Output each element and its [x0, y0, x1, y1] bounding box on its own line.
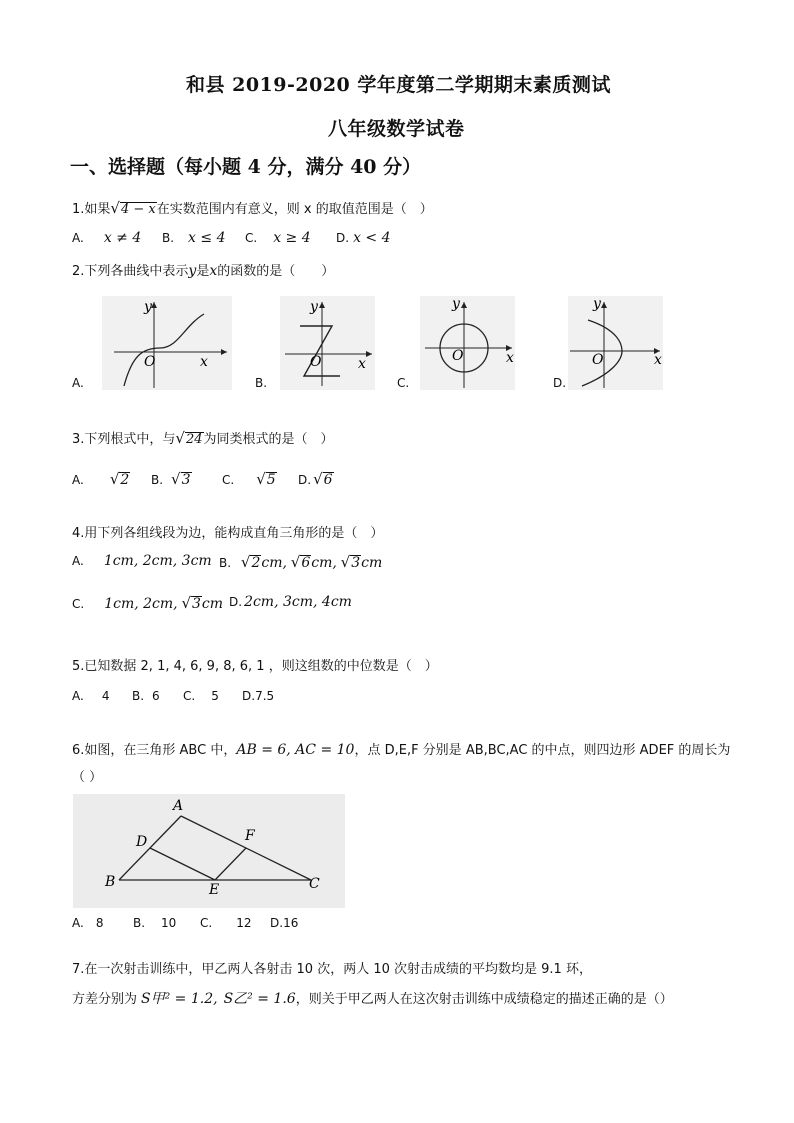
graph-a-svg — [102, 296, 232, 390]
option-radicand: 2 — [120, 472, 130, 488]
q5-option-d — [242, 689, 274, 703]
q1-option-c — [245, 230, 311, 246]
option-text: 10 — [161, 916, 177, 930]
q6-option-c — [200, 916, 251, 930]
option-text: 5 — [211, 689, 219, 703]
q2-var-x: x — [209, 263, 218, 279]
sqrt-icon: √ — [290, 553, 301, 571]
q2-option-a: A. — [72, 376, 84, 390]
q6-option-d — [270, 916, 298, 930]
option-letter: A. — [72, 554, 84, 568]
question-1-stem — [72, 198, 433, 217]
q5-option-a — [72, 689, 109, 703]
q4-option-b — [219, 553, 382, 571]
vertex-label-c: C — [309, 876, 320, 892]
q3-stem-pre: 3.下列根式中，与 — [72, 432, 176, 447]
option-text: 1cm, 2cm, 3cm — [103, 553, 212, 569]
q1-option-b — [162, 230, 225, 246]
axis-label-x: x — [506, 350, 514, 366]
graph-a — [102, 296, 232, 390]
q6-option-a — [72, 916, 103, 930]
q2-option-b: B. — [255, 376, 268, 390]
option-radicand: 3 — [181, 472, 191, 488]
option-letter: B. — [162, 231, 175, 245]
triangle-figure — [73, 794, 345, 908]
q6-stem-post: ，点 D,E,F 分别是 AB,BC,AC 的中点，则四边形 ADEF 的周长为 — [354, 743, 731, 758]
option-letter: B. — [219, 556, 232, 570]
sqrt-icon: √ — [110, 199, 120, 217]
q2-stem-post: 的函数的是（ ） — [217, 264, 335, 279]
segment-ef — [215, 848, 246, 880]
origin-label: O — [592, 352, 604, 368]
option-text: x ≥ 4 — [273, 230, 311, 246]
q7-line2-post: ，则关于甲乙两人在这次射击训练中成绩稳定的描述正确的是（） — [295, 992, 673, 1007]
option-unit: cm — [361, 555, 383, 571]
option-radicand: 3 — [351, 555, 361, 571]
q1-stem-post: 在实数范围内有意义，则 x 的取值范围是（ ） — [156, 202, 433, 217]
sqrt-icon: √ — [109, 470, 120, 488]
option-letter: A. — [72, 916, 84, 930]
origin-label: O — [310, 354, 322, 370]
q3-option-a — [72, 470, 130, 488]
point-label-e: E — [209, 882, 220, 898]
option-letter: A. — [72, 473, 84, 487]
q2-option-c: C. — [397, 376, 410, 390]
question-7-line-2 — [72, 988, 673, 1008]
option-letter: D. — [242, 689, 256, 703]
point-label-f: F — [245, 828, 255, 844]
exam-title: 和县 2019-2020 学年度第二学期期末素质测试 — [186, 74, 611, 96]
sqrt-icon: √ — [340, 553, 351, 571]
option-radicand: 6 — [301, 555, 311, 571]
option-letter: C. — [200, 916, 213, 930]
option-radicand: 5 — [266, 472, 276, 488]
option-letter: C. — [183, 689, 196, 703]
option-text: 1cm, 2cm, — [104, 596, 178, 612]
option-text: 8 — [95, 916, 104, 930]
graph-b — [280, 296, 375, 390]
x-axis-arrow-icon — [366, 351, 372, 357]
sqrt-icon: √ — [175, 429, 185, 447]
option-text: 6 — [152, 689, 160, 703]
question-3-stem — [72, 428, 334, 447]
sqrt-icon: √ — [256, 470, 266, 488]
q7-variance-jia: S甲² = 1.2, — [141, 991, 218, 1007]
vertex-label-a: A — [173, 798, 184, 814]
option-letter: A. — [72, 689, 84, 703]
option-letter: A. — [72, 231, 84, 245]
x-axis-arrow-icon — [221, 349, 227, 355]
q3-stem-post: 为同类根式的是（ ） — [203, 432, 334, 447]
option-text: 16 — [283, 916, 299, 930]
segment-de — [150, 848, 215, 880]
option-letter: B. — [151, 473, 164, 487]
axis-label-x: x — [654, 352, 662, 368]
q4-option-a — [72, 553, 212, 569]
q3-option-c — [222, 470, 277, 488]
y-axis-arrow-icon — [601, 302, 607, 308]
axis-label-y: y — [310, 299, 318, 315]
origin-label: O — [452, 348, 464, 364]
function-curve — [124, 314, 204, 386]
q6-answer-paren: （ ） — [72, 770, 103, 785]
q6-math: AB = 6, AC = 10 — [236, 742, 355, 758]
q1-option-a — [72, 230, 141, 246]
option-text: x ≠ 4 — [103, 230, 142, 246]
option-text: 2cm, 3cm, 4cm — [244, 594, 352, 610]
question-5-stem: 5.已知数据 2, 1, 4, 6, 9, 8, 6, 1 ，则这组数的中位数是（ ） — [72, 659, 438, 674]
triangle-figure-svg — [73, 794, 345, 908]
q5-option-b — [132, 689, 160, 703]
option-unit: cm — [201, 596, 224, 612]
graph-d-svg — [568, 296, 663, 390]
point-label-d: D — [136, 834, 148, 850]
option-radicand: 3 — [192, 596, 201, 612]
q2-stem-mid: 是 — [196, 264, 210, 279]
option-letter: C. — [245, 231, 258, 245]
q2-option-d: D. — [553, 376, 567, 390]
q4-option-d — [229, 594, 352, 610]
option-letter: D. — [270, 916, 284, 930]
q5-option-c — [183, 689, 219, 703]
option-radicand: 2 — [251, 555, 261, 571]
option-unit: cm, — [311, 555, 337, 571]
graph-c-svg — [420, 296, 515, 390]
q3-radicand: 24 — [185, 432, 203, 447]
exam-subtitle: 八年级数学试卷 — [328, 118, 465, 140]
option-text: 4 — [101, 689, 110, 703]
y-axis-arrow-icon — [319, 302, 325, 308]
graph-b-svg — [280, 296, 375, 390]
option-letter: D. — [298, 473, 312, 487]
q4-option-c — [72, 594, 223, 612]
option-text: 7.5 — [255, 689, 275, 703]
option-letter: D. — [229, 595, 243, 609]
option-text: 12 — [236, 916, 252, 930]
option-letter: C. — [72, 597, 85, 611]
q7-variance-yi: S乙² = 1.6 — [223, 991, 296, 1007]
axis-label-y: y — [144, 299, 152, 315]
section-heading: 一、选择题（每小题 4 分，满分 40 分） — [70, 156, 422, 178]
q7-line2-pre: 方差分别为 — [72, 992, 138, 1007]
axis-label-y: y — [593, 296, 601, 312]
y-axis-arrow-icon — [461, 302, 467, 308]
q2-var-y: y — [188, 263, 197, 279]
q3-option-d — [298, 470, 334, 488]
vertex-label-b: B — [105, 874, 116, 890]
q6-stem-pre: 6.如图，在三角形 ABC 中， — [72, 743, 237, 758]
option-text: x < 4 — [353, 230, 391, 246]
axis-label-x: x — [358, 356, 366, 372]
graph-d — [568, 296, 663, 390]
option-letter: C. — [222, 473, 235, 487]
q3-option-b — [151, 470, 192, 488]
option-letter: D. — [336, 231, 350, 245]
question-4-stem: 4.用下列各组线段为边，能构成直角三角形的是（ ） — [72, 526, 384, 541]
graph-c — [420, 296, 515, 390]
q1-option-d — [336, 230, 391, 246]
question-7-line-1: 7.在一次射击训练中，甲乙两人各射击 10 次，两人 10 次射击成绩的平均数均是 9.1 环， — [72, 962, 592, 977]
option-radicand: 6 — [323, 472, 333, 488]
option-letter: B. — [132, 689, 145, 703]
option-letter: B. — [133, 916, 146, 930]
axis-label-y: y — [452, 296, 460, 312]
question-6-stem — [72, 739, 730, 758]
q1-radicand: 4 − x — [120, 202, 156, 217]
question-2-stem — [72, 260, 334, 279]
q6-option-b — [133, 916, 176, 930]
axis-label-x: x — [200, 354, 208, 370]
option-unit: cm, — [261, 555, 287, 571]
q1-stem-pre: 1.如果 — [72, 202, 111, 217]
q2-stem-pre: 2.下列各曲线中表示 — [72, 264, 189, 279]
origin-label: O — [144, 354, 156, 370]
sqrt-icon: √ — [313, 470, 323, 488]
sqrt-icon: √ — [181, 594, 191, 612]
option-text: x ≤ 4 — [188, 230, 226, 246]
sqrt-icon: √ — [240, 553, 251, 571]
sqrt-icon: √ — [171, 470, 181, 488]
